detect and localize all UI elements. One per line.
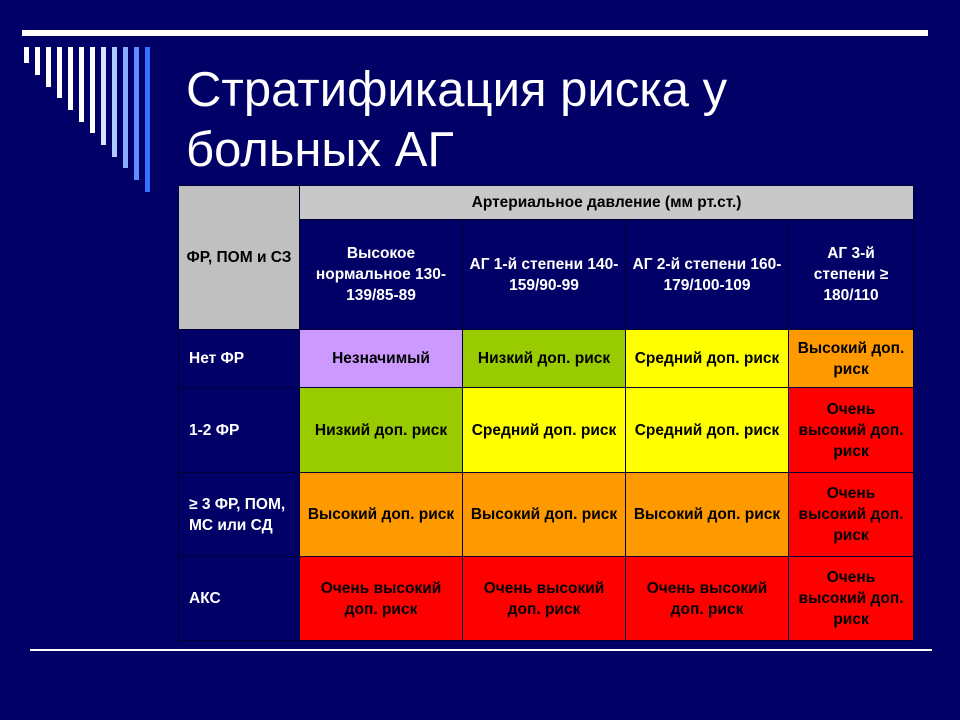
column-header: Высокое нормальное 130-139/85-89 bbox=[300, 220, 463, 330]
slide-title: Стратификация риска у больных АГ bbox=[186, 63, 728, 177]
stripe bbox=[79, 47, 84, 122]
column-header: АГ 2-й степени 160-179/100-109 bbox=[626, 220, 789, 330]
bottom-rule bbox=[30, 649, 932, 651]
risk-cell: Очень высокий доп. риск bbox=[463, 557, 626, 641]
risk-cell: Высокий доп. риск bbox=[300, 473, 463, 557]
row-header: ≥ 3 ФР, ПОМ, МС или СД bbox=[179, 473, 300, 557]
stripe bbox=[24, 47, 29, 63]
stripe bbox=[90, 47, 95, 133]
risk-cell: Высокий доп. риск bbox=[463, 473, 626, 557]
table-row bbox=[179, 388, 914, 473]
risk-table bbox=[178, 185, 914, 641]
stripe bbox=[46, 47, 51, 87]
risk-cell: Высокий доп. риск bbox=[789, 330, 914, 388]
top-rule bbox=[22, 30, 928, 36]
stripe bbox=[134, 47, 139, 180]
risk-cell: Средний доп. риск bbox=[626, 388, 789, 473]
corner-header: ФР, ПОМ и СЗ bbox=[179, 186, 300, 330]
table-header-row bbox=[179, 186, 914, 220]
table-row bbox=[179, 473, 914, 557]
table-row bbox=[179, 557, 914, 641]
risk-cell: Очень высокий доп. риск bbox=[789, 473, 914, 557]
risk-cell: Низкий доп. риск bbox=[463, 330, 626, 388]
stripe bbox=[123, 47, 128, 168]
risk-cell: Очень высокий доп. риск bbox=[300, 557, 463, 641]
risk-cell: Низкий доп. риск bbox=[300, 388, 463, 473]
risk-cell: Незначимый bbox=[300, 330, 463, 388]
stripe bbox=[112, 47, 117, 157]
stripe bbox=[35, 47, 40, 75]
stripe bbox=[101, 47, 106, 145]
row-header: 1-2 ФР bbox=[179, 388, 300, 473]
column-header: АГ 3-й степени ≥ 180/110 bbox=[789, 220, 914, 330]
stripe bbox=[145, 47, 150, 192]
pressure-group-header: Артериальное давление (мм рт.ст.) bbox=[300, 186, 914, 220]
risk-cell: Очень высокий доп. риск bbox=[626, 557, 789, 641]
row-header: АКС bbox=[179, 557, 300, 641]
risk-cell: Средний доп. риск bbox=[463, 388, 626, 473]
risk-cell: Очень высокий доп. риск bbox=[789, 388, 914, 473]
stripe bbox=[68, 47, 73, 110]
table-row bbox=[179, 330, 914, 388]
risk-cell: Высокий доп. риск bbox=[626, 473, 789, 557]
row-header: Нет ФР bbox=[179, 330, 300, 388]
risk-cell: Очень высокий доп. риск bbox=[789, 557, 914, 641]
risk-cell: Средний доп. риск bbox=[626, 330, 789, 388]
stripe bbox=[57, 47, 62, 98]
column-header: АГ 1-й степени 140-159/90-99 bbox=[463, 220, 626, 330]
